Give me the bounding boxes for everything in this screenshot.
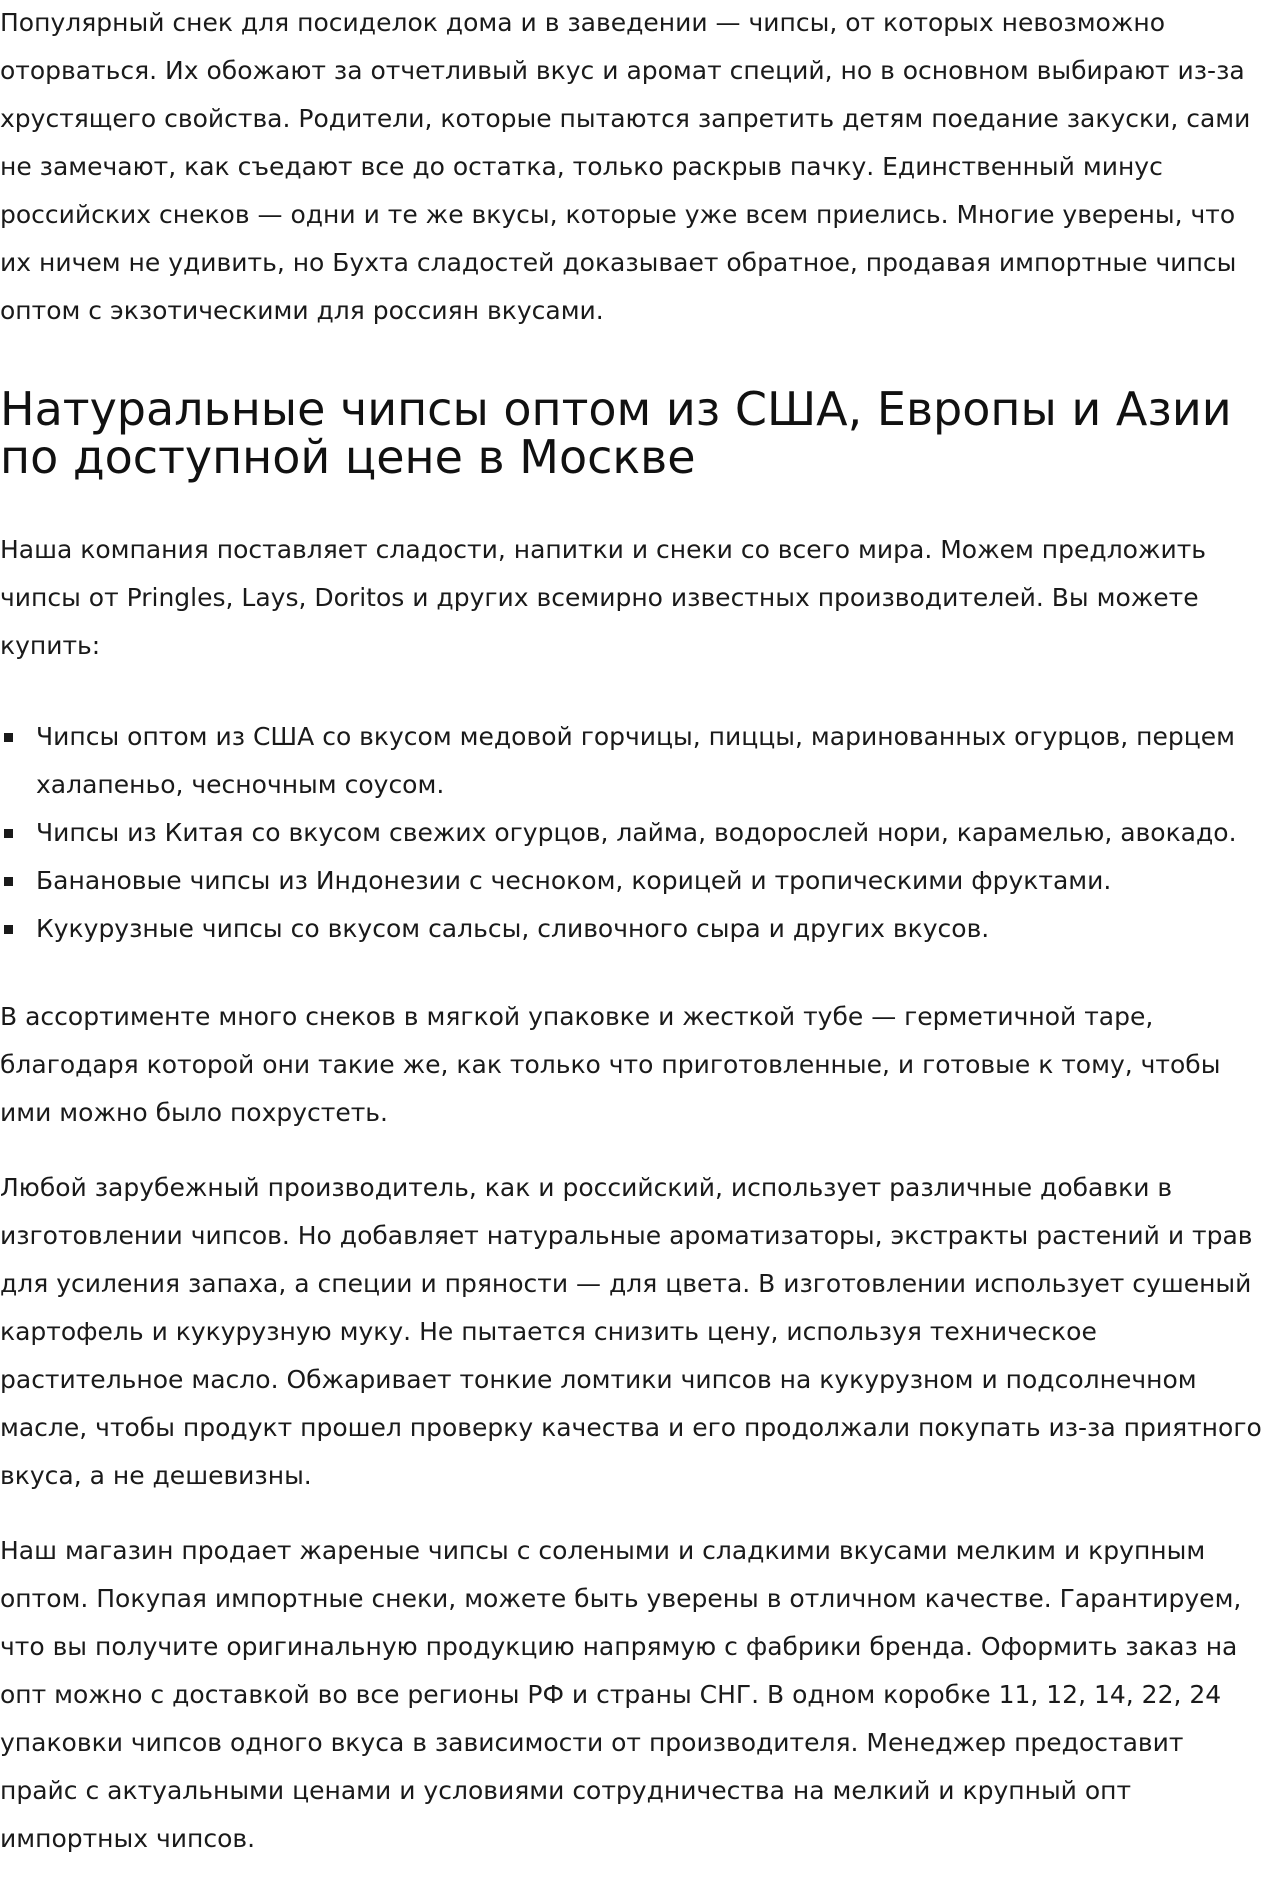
list-item (0, 809, 1262, 857)
intro-paragraph: Популярный снек для посиделок дома и в заведении — чипсы, от которых невозможно оторваться. Их обожают за отчетливый вкус и аромат специй, но в основном выбирают из-за хрустящего свойства. Родители, которые пытаются запретить детям поедание закуски, сами не замечают, как съедают все до остатка, только раскрыв пачку. Единственный минус российских снеков — одни и те же вкусы, которые уже всем приелись. Многие уверены, что их ничем не удивить, но Бухта сладостей доказывает обратное, продавая импортные чипсы оптом с экзотическими для россиян вкусами. (0, 8, 1251, 325)
square-bullet-icon (4, 877, 13, 886)
square-bullet-icon (4, 829, 13, 838)
square-bullet-icon (4, 733, 13, 742)
assortment-paragraph: В ассортименте много снеков в мягкой упаковке и жесткой тубе — герметичной таре, благодаря которой они такие же, как только что приготовленные, и готовые к тому, чтобы ими можно было похрустеть. (0, 1002, 1221, 1127)
list-item-text: Чипсы из Китая со вкусом свежих огурцов, лайма, водорослей нори, карамелью, авокадо. (36, 818, 1237, 847)
producer-paragraph: Любой зарубежный производитель, как и российский, использует различные добавки в изготовлении чипсов. Но добавляет натуральные ароматизаторы, экстракты растений и трав для усиления запаха, а специи и пряности — для цвета. В изготовлении использует сушеный картофель и кукурузную муку. Не пытается снизить цену, используя техническое растительное масло. Обжаривает тонкие ломтики чипсов на кукурузном и подсолнечном масле, чтобы продукт прошел проверку качества и его продолжали покупать из-за приятного вкуса, а не дешевизны. (0, 1173, 1262, 1490)
list-item (0, 905, 1262, 953)
list-item (0, 857, 1262, 905)
product-list (0, 713, 1262, 953)
list-item-text: Чипсы оптом из США со вкусом медовой горчицы, пиццы, маринованных огурцов, перцем халапеньо, чесночным соусом. (36, 722, 1235, 799)
store-paragraph: Наш магазин продает жареные чипсы с солеными и сладкими вкусами мелким и крупным оптом. Покупая импортные снеки, можете быть уверены в отличном качестве. Гарантируем, что вы получите оригинальную продукцию напрямую с фабрики бренда. Оформить заказ на опт можно с доставкой во все регионы РФ и страны СНГ. В одном коробке 11, 12, 14, 22, 24 упаковки чипсов одного вкуса в зависимости от производителя. Менеджер предоставит прайс с актуальными ценами и условиями сотрудничества на мелкий и крупный опт импортных чипсов. (0, 1536, 1242, 1853)
section-heading: Натуральные чипсы оптом из США, Европы и Азии по доступной цене в Москве (0, 382, 1232, 484)
list-item (0, 713, 1262, 809)
list-item-text: Кукурузные чипсы со вкусом сальсы, сливочного сыра и других вкусов. (36, 914, 990, 943)
square-bullet-icon (4, 925, 13, 934)
company-paragraph: Наша компания поставляет сладости, напитки и снеки со всего мира. Можем предложить чипсы от Pringles, Lays, Doritos и других всемирно известных производителей. Вы можете купить: (0, 535, 1207, 660)
list-item-text: Банановые чипсы из Индонезии с чесноком, корицей и тропическими фруктами. (36, 866, 1112, 895)
